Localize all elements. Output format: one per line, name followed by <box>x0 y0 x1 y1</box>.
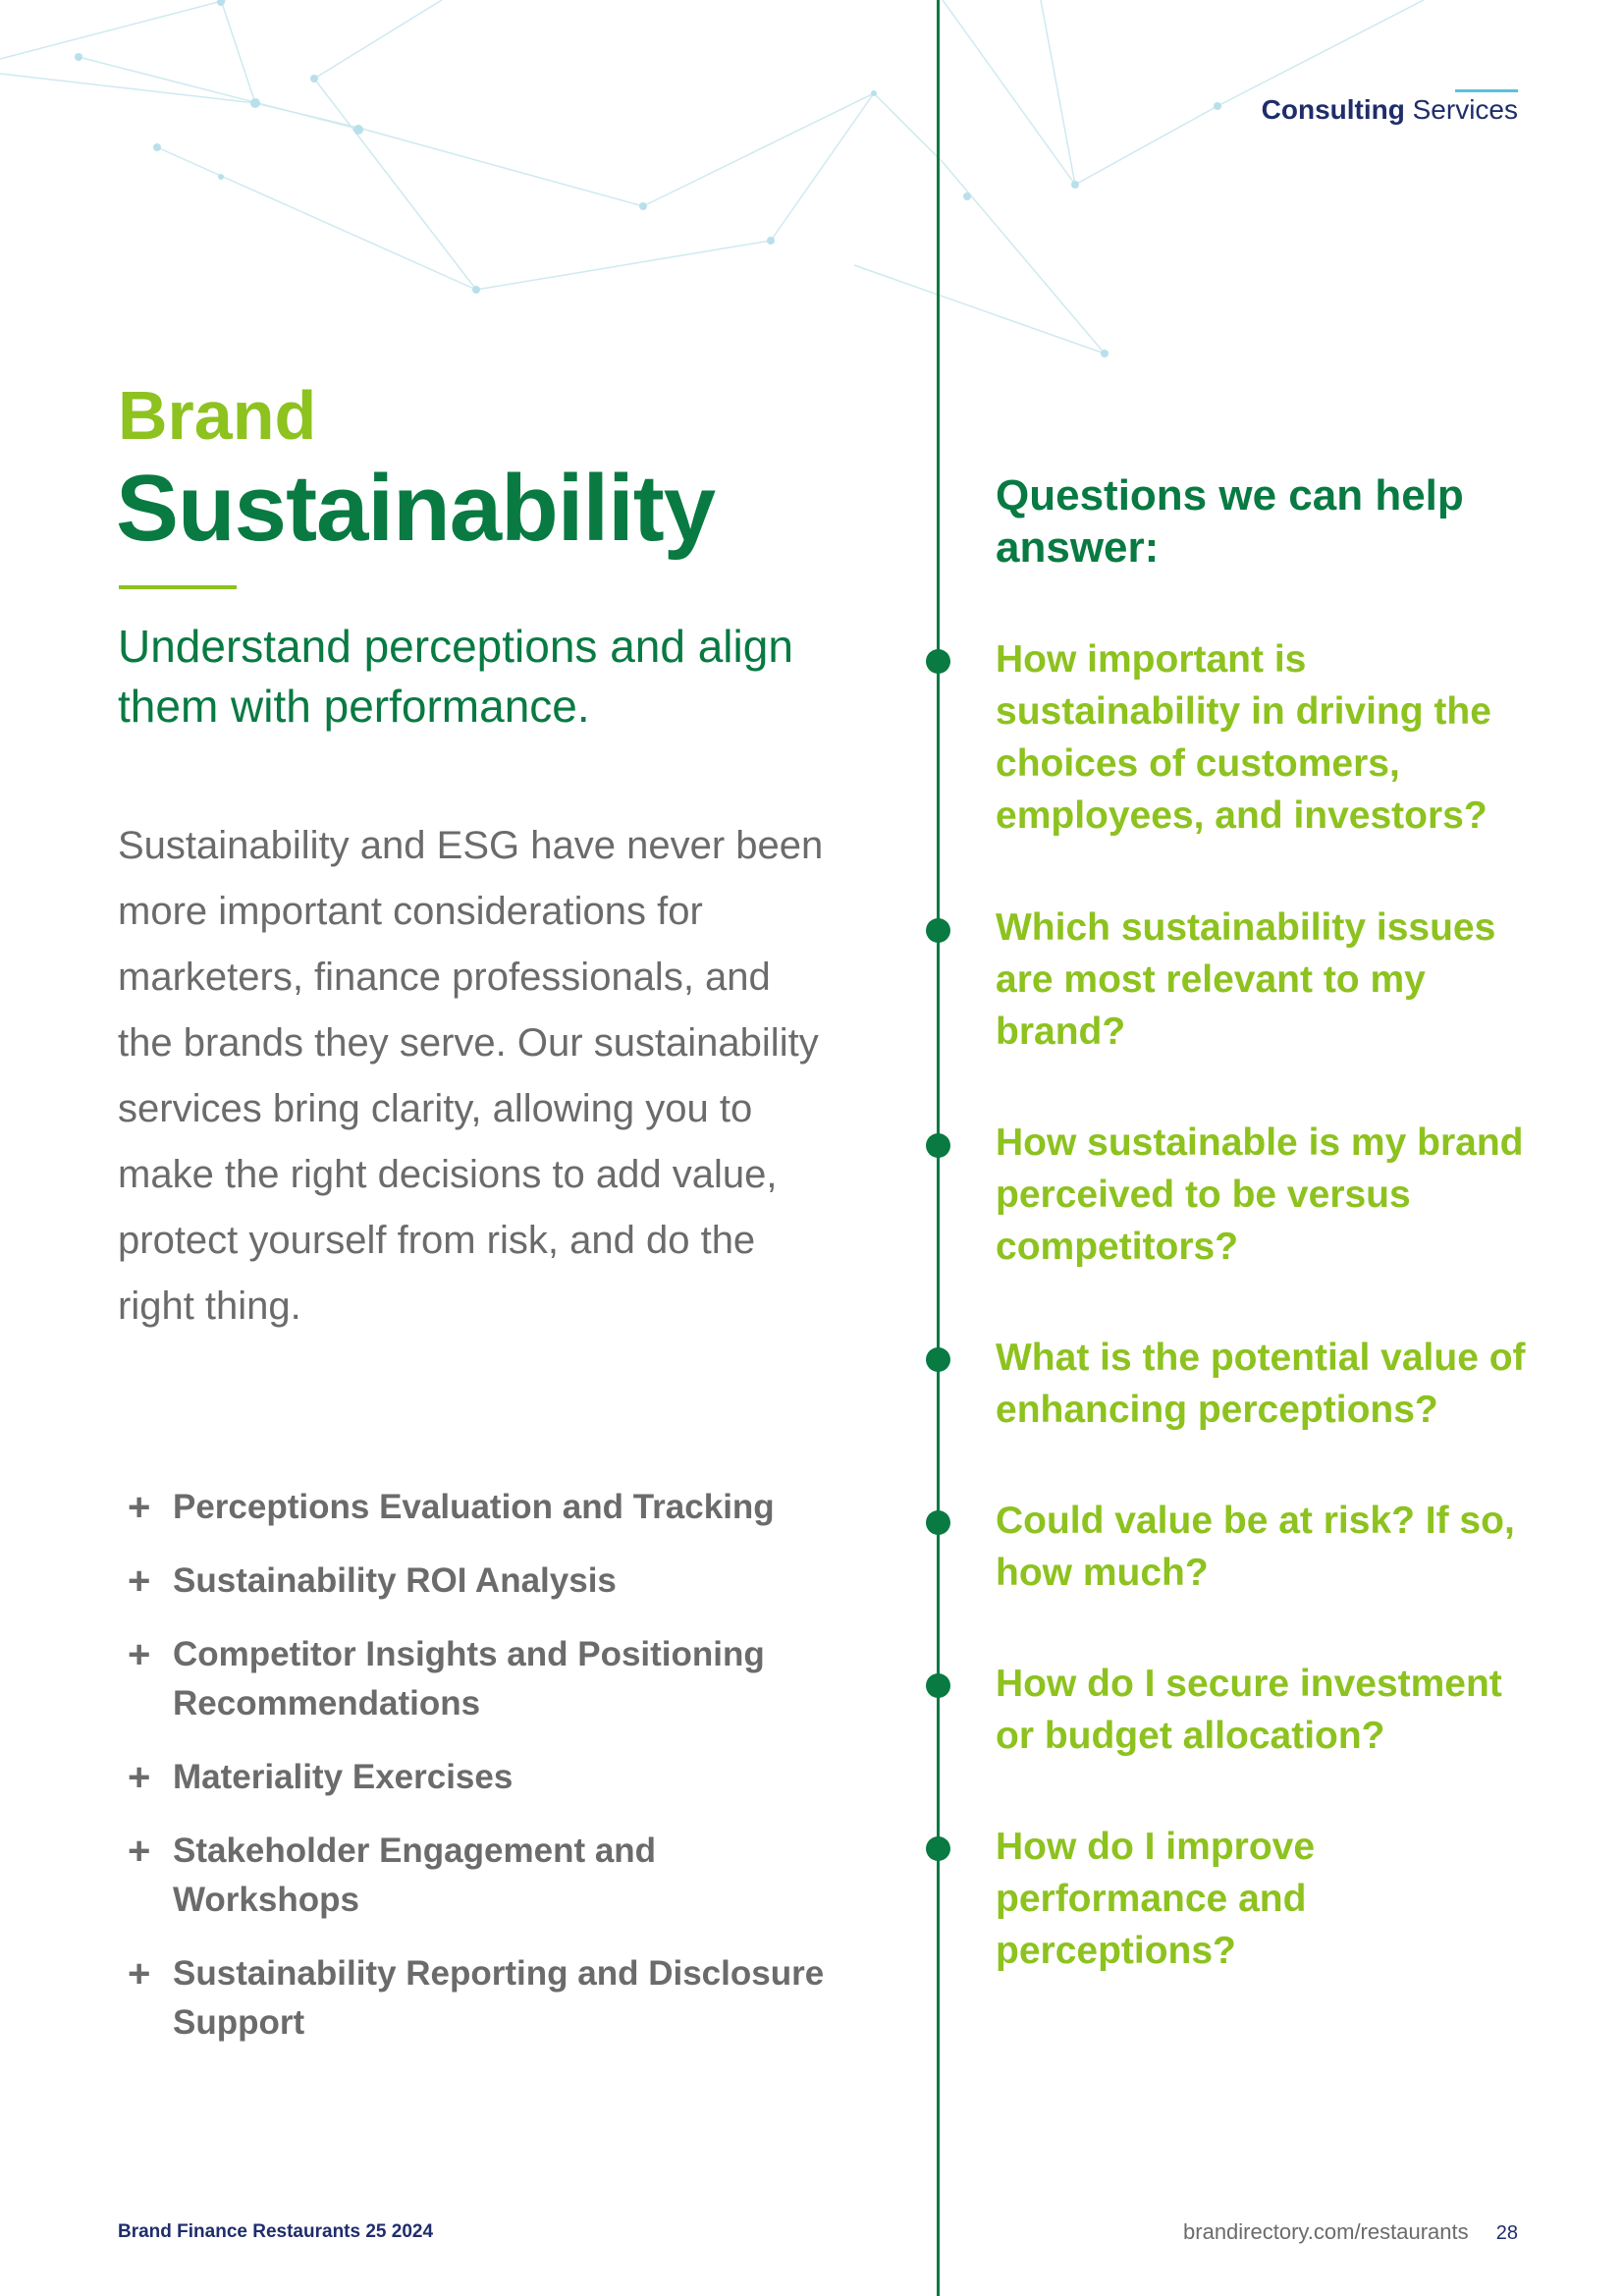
question-item: Could value be at risk? If so, how much? <box>996 1500 1515 1594</box>
header-accent-line <box>1455 89 1518 92</box>
service-item: + Perceptions Evaluation and Tracking <box>118 1483 825 1532</box>
subtitle: Understand perceptions and align them with performance. <box>118 621 793 732</box>
plus-icon: + <box>128 1830 151 1873</box>
timeline-dot <box>926 1133 950 1158</box>
footer-right <box>1183 2219 1518 2245</box>
plus-icon: + <box>128 1486 151 1529</box>
question-item: How do I improve performance and perceptions? <box>996 1826 1316 1972</box>
question-item: Which sustainability issues are most relevant to my brand? <box>996 906 1496 1053</box>
header-bold: Consulting <box>1261 94 1405 125</box>
plus-icon: + <box>128 1633 151 1676</box>
footer-publication: Brand Finance Restaurants 25 2024 <box>118 2221 434 2242</box>
plus-icon: + <box>128 1756 151 1799</box>
title-brand: Brand <box>118 377 317 454</box>
body-paragraph: Sustainability and ESG have never been more important considerations for marketers, finance professionals, and the brands they serve. Our sustainability services bring clarity, allowing you to make the right decisions to add value, protect yourself from risk, and do the right thing. <box>118 824 824 1328</box>
questions-heading: Questions we can help answer: <box>996 471 1464 572</box>
timeline-dot <box>926 1510 950 1535</box>
section-header <box>1262 94 1518 126</box>
header-regular: Services <box>1412 94 1518 125</box>
timeline-dot <box>926 1836 950 1861</box>
service-item: + Stakeholder Engagement and Workshops <box>118 1827 825 1925</box>
footer-url[interactable]: brandirectory.com/restaurants <box>1183 2219 1469 2244</box>
service-item: + Sustainability ROI Analysis <box>118 1557 825 1606</box>
page-title: Sustainability <box>116 456 716 561</box>
network-graphic <box>0 0 1623 393</box>
timeline-dot <box>926 1673 950 1698</box>
question-item: How do I secure investment or budget allocation? <box>996 1663 1502 1757</box>
timeline-dot <box>926 918 950 943</box>
plus-icon: + <box>128 1559 151 1603</box>
service-item: + Materiality Exercises <box>118 1753 825 1802</box>
service-item: + Competitor Insights and Positioning Recommendations <box>118 1630 825 1728</box>
question-item: How sustainable is my brand perceived to be versus competitors? <box>996 1121 1524 1268</box>
services-list <box>118 1483 825 2072</box>
page-number: 28 <box>1495 2222 1518 2244</box>
timeline-dot <box>926 649 950 674</box>
question-item: How important is sustainability in driving the choices of customers, employees, and investors? <box>996 638 1491 837</box>
service-item: + Sustainability Reporting and Disclosure Support <box>118 1949 825 2048</box>
timeline-dot <box>926 1347 950 1372</box>
plus-icon: + <box>128 1952 151 1995</box>
title-underline <box>119 585 237 589</box>
question-item: What is the potential value of enhancing perceptions? <box>996 1337 1526 1431</box>
